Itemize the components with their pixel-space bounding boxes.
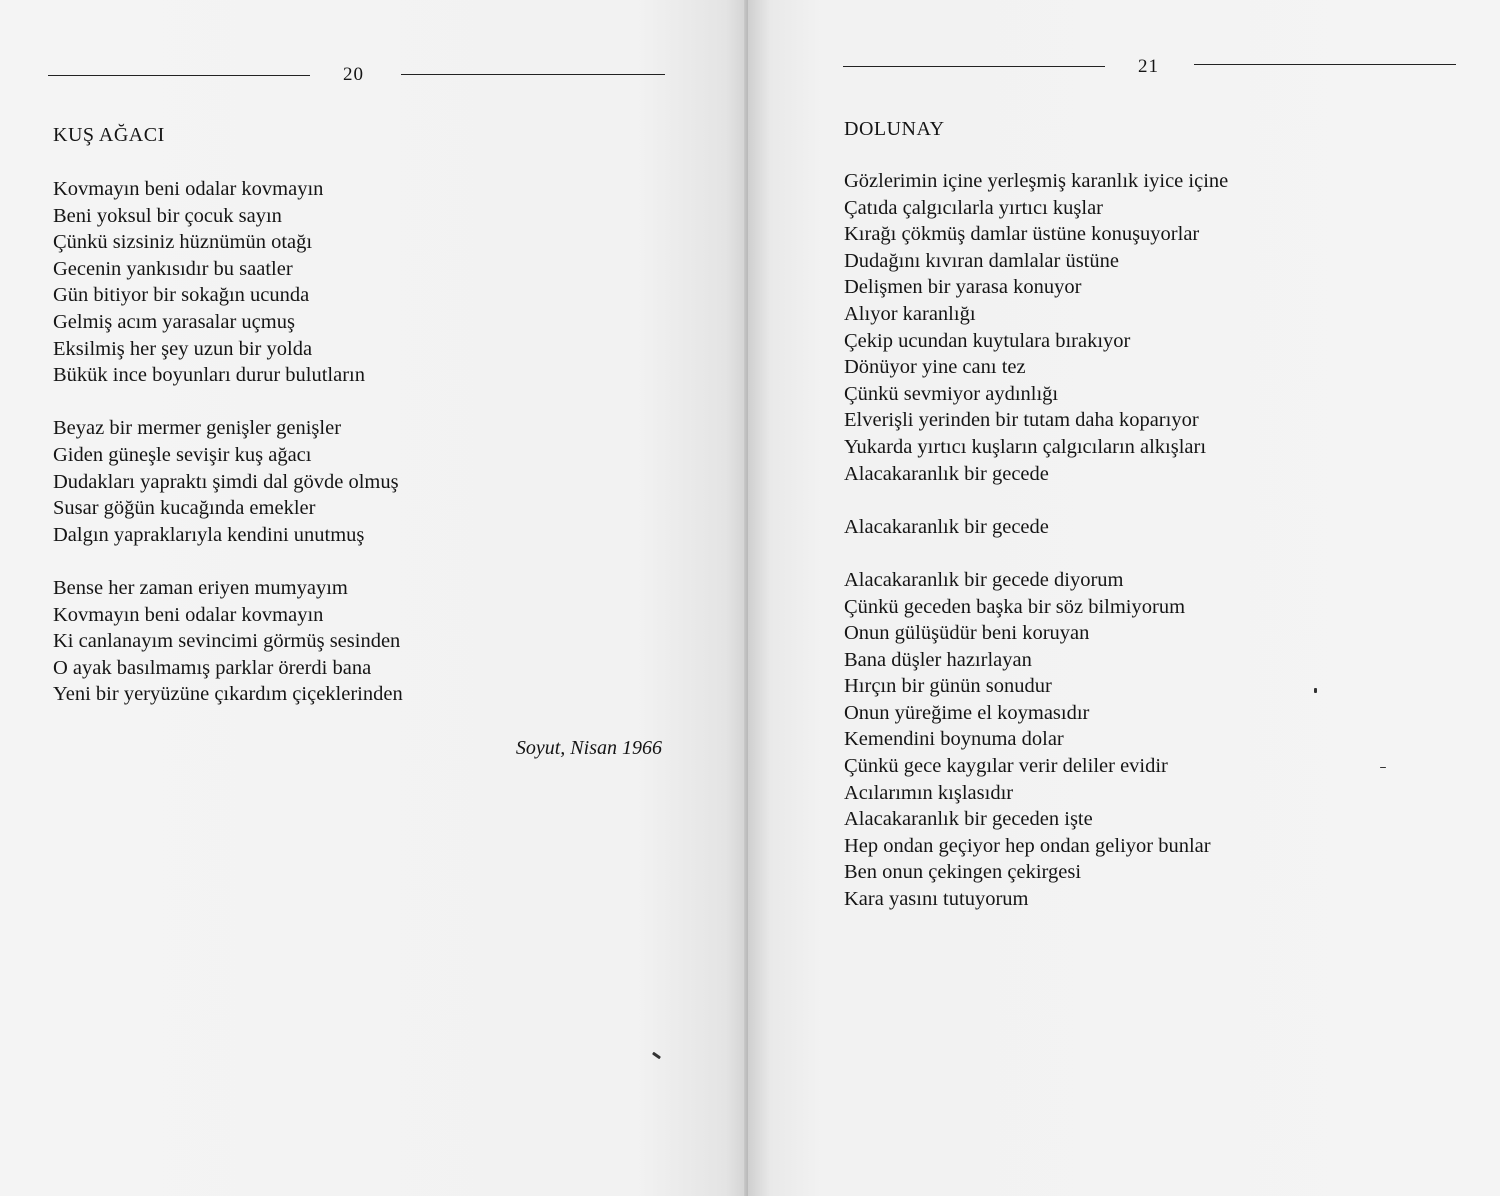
poem-line: Ki canlanayım sevincimi görmüş sesinden [53, 630, 401, 653]
poem-line: Onun gülüşüdür beni koruyan [844, 622, 1090, 645]
poem-line: Kara yasını tutuyorum [844, 888, 1029, 911]
poem-line: Gün bitiyor bir sokağın ucunda [53, 284, 310, 307]
poem-line: Kovmayın beni odalar kovmayın [53, 178, 324, 200]
poem-title: KUŞ AĞACI [53, 124, 165, 146]
poem-line: Ben onun çekingen çekirgesi [844, 861, 1082, 884]
poem-line: Eksilmiş her şey uzun bir yolda [53, 337, 313, 360]
ink-speck [652, 1052, 661, 1060]
header-rule-left [48, 75, 310, 76]
poem-line: Çekip ucundan kuytulara bırakıyor [844, 329, 1131, 352]
right-page [748, 0, 1500, 1196]
stanza-gap [53, 548, 403, 575]
poem-line: Elverişli yerinden bir tutam daha koparıyor [844, 409, 1199, 432]
poem-line: Delişmen bir yarasa konuyor [844, 276, 1082, 299]
poem-body [53, 176, 403, 708]
poem-signature: Soyut, Nisan 1966 [515, 737, 662, 759]
poem-line: Dönüyor yine canı tez [844, 356, 1026, 379]
poem-title: DOLUNAY [844, 118, 945, 140]
stanza-gap [53, 389, 403, 416]
poem-line: Çünkü sizsiniz hüznümün otağı [53, 231, 313, 254]
poem-line: Alacakaranlık bir gecede [844, 462, 1049, 485]
poem-line: Çünkü sevmiyor aydınlığı [844, 382, 1059, 405]
poem-line: Dudağını kıvıran damlalar üstüne [844, 249, 1119, 272]
poem-line: Acılarımın kışlasıdır [844, 781, 1014, 804]
page-number: 21 [1138, 56, 1159, 77]
poem-line: Alacakaranlık bir gecede diyorum [844, 568, 1124, 591]
poem-line: Alacakaranlık bir geceden işte [844, 808, 1093, 831]
header-rule-right [401, 74, 665, 75]
poem-line: Çünkü geceden başka bir söz bilmiyorum [844, 595, 1186, 618]
poem-line: Onun yüreğime el koymasıdır [844, 701, 1090, 724]
poem-line: Alıyor karanlığı [844, 302, 976, 325]
poem-line: Beni yoksul bir çocuk sayın [53, 204, 282, 227]
poem-line: Bana düşler hazırlayan [844, 648, 1032, 671]
poem-line: Hırçın bir günün sonudur [844, 675, 1052, 698]
poem-line: Alacakaranlık bir gecede [844, 515, 1049, 538]
poem-line: Çünkü gece kaygılar verir deliler evidir [844, 755, 1168, 778]
stanza-gap [844, 540, 1228, 567]
poem-line: Susar göğün kucağında emekler [53, 497, 316, 520]
poem-line: Bense her zaman eriyen mumyayım [53, 576, 348, 599]
poem-body [844, 168, 1228, 913]
poem-line: Hep ondan geçiyor hep ondan geliyor bunlar [844, 834, 1211, 857]
poem-line: Beyaz bir mermer genişler genişler [53, 417, 342, 440]
stanza-gap [844, 487, 1228, 514]
header-rule-right [1194, 64, 1456, 65]
poem-line: Çatıda çalgıcılarla yırtıcı kuşlar [844, 196, 1103, 219]
poem-line: Yukarda yırtıcı kuşların çalgıcıların alkışları [844, 435, 1207, 458]
poem-line: Bükük ince boyunları durur bulutların [53, 364, 365, 387]
poem-line: Dalgın yapraklarıyla kendini unutmuş [53, 523, 365, 546]
poem-line: Dudakları yapraktı şimdi dal gövde olmuş [53, 470, 399, 493]
poem-line: O ayak basılmamış parklar örerdi bana [53, 656, 372, 679]
poem-line: Kırağı çökmüş damlar üstüne konuşuyorlar [844, 223, 1200, 246]
poem-line: Kovmayın beni odalar kovmayın [53, 603, 324, 626]
poem-line: Gelmiş acım yarasalar uçmuş [53, 310, 295, 333]
ink-speck [1314, 688, 1317, 693]
poem-line: Yeni bir yeryüzüne çıkardım çiçeklerinden [53, 683, 403, 706]
header-rule-left [843, 66, 1105, 67]
poem-line: Kemendini boynuma dolar [844, 728, 1064, 751]
ink-speck [1380, 767, 1386, 768]
left-page [0, 0, 748, 1196]
poem-line: Giden güneşle sevişir kuş ağacı [53, 443, 312, 466]
poem-line: Gözlerimin içine yerleşmiş karanlık iyice içine [844, 170, 1229, 192]
poem-line: Gecenin yankısıdır bu saatler [53, 257, 293, 280]
page-number: 20 [343, 64, 364, 85]
